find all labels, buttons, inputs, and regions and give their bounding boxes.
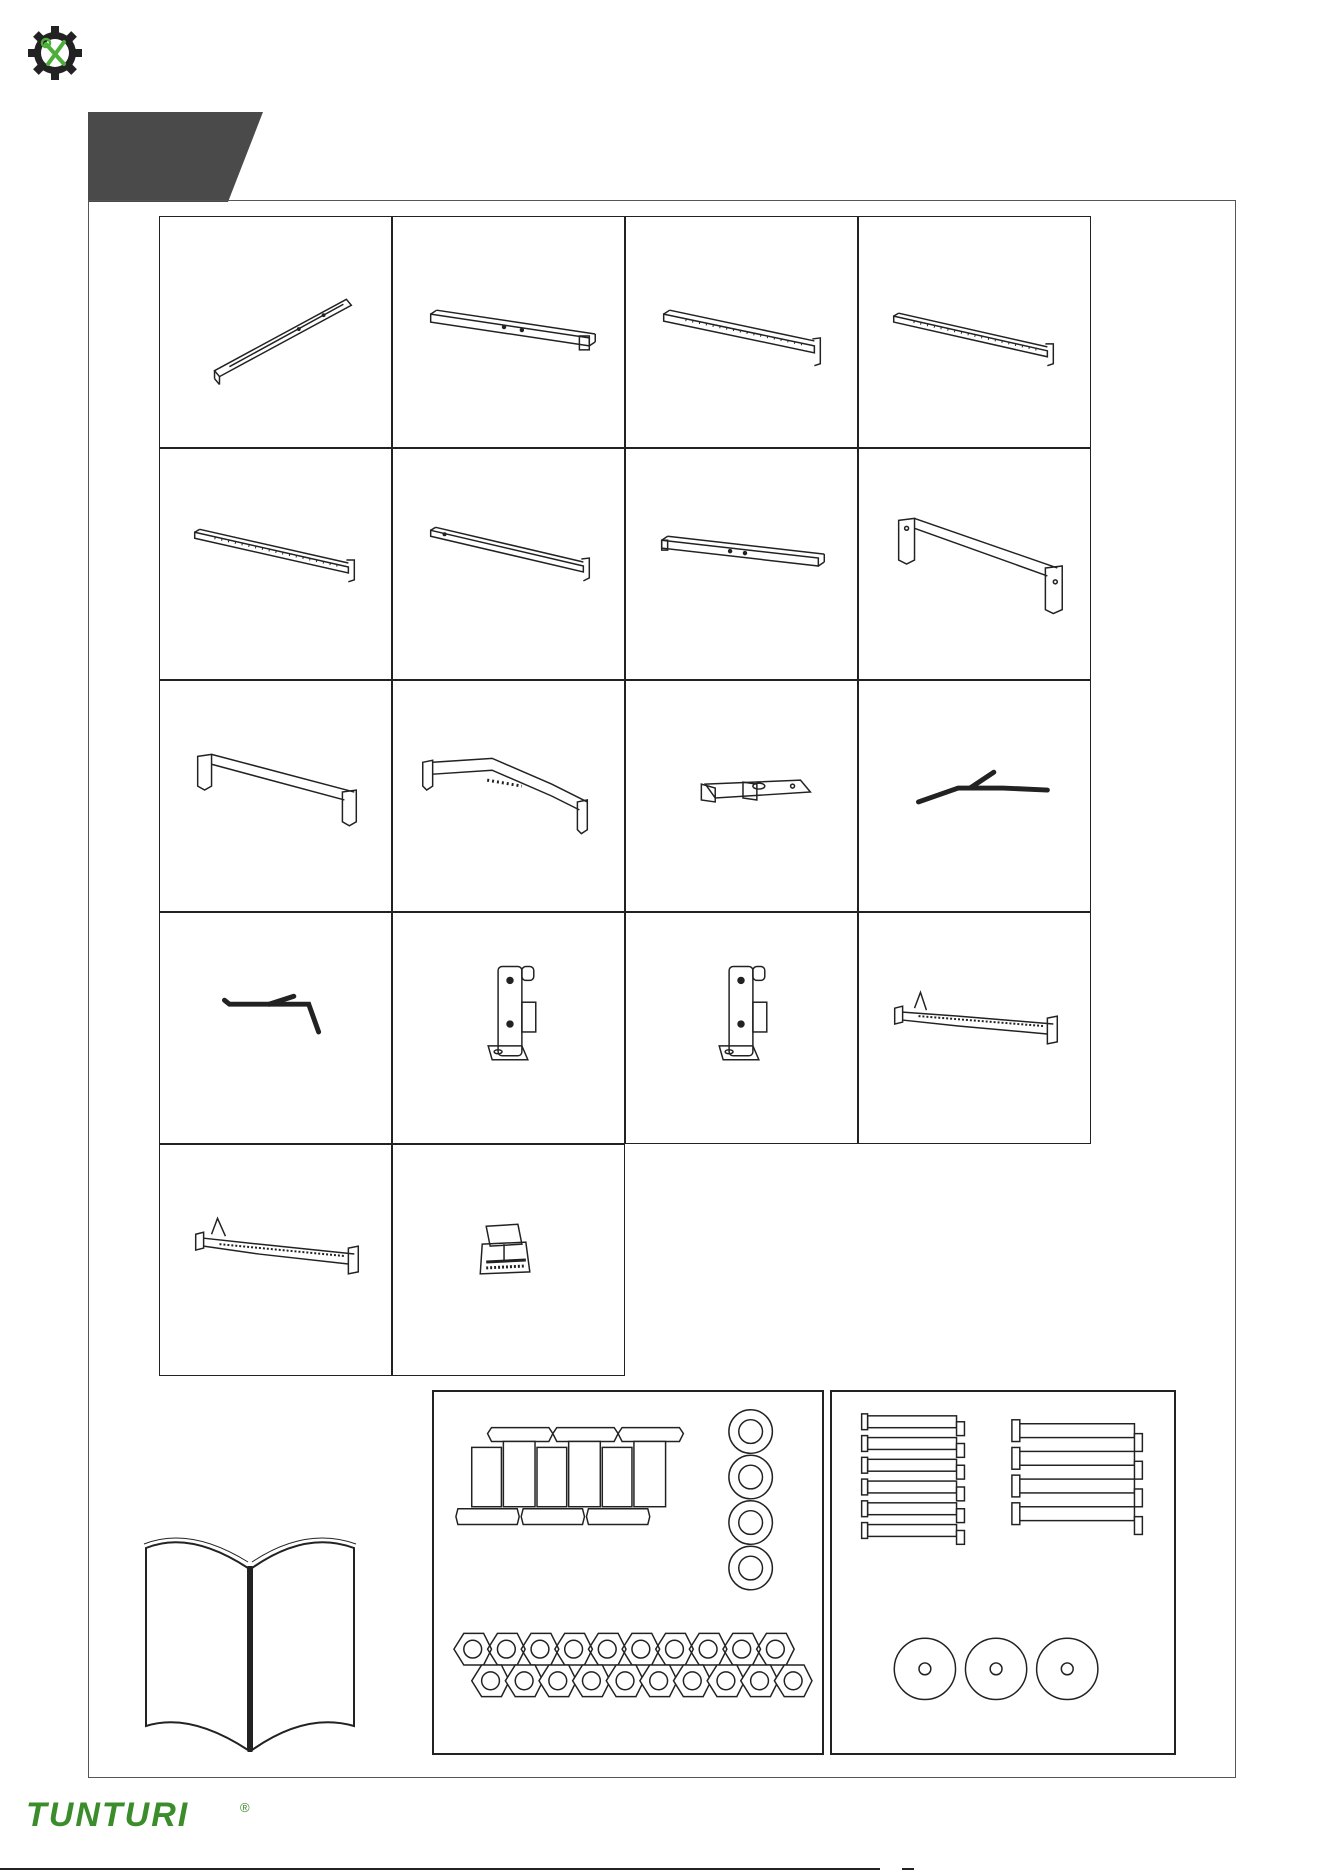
plate-hook-bracket-drawing	[626, 681, 857, 911]
registered-mark: ®	[240, 1800, 250, 1815]
bent-bar-handle-drawing	[859, 681, 1090, 911]
hardware-drawing	[434, 1392, 822, 1753]
bracket-crossbar-drawing	[160, 681, 391, 911]
part-cell	[858, 912, 1091, 1144]
part-cell	[625, 216, 858, 448]
hardware-kit-bolts-nuts	[432, 1390, 824, 1755]
part-cell	[858, 448, 1091, 680]
angled-beam-drawing	[626, 217, 857, 447]
part-cell	[858, 680, 1091, 912]
short-beam-drawing	[626, 449, 857, 679]
part-cell	[392, 912, 625, 1144]
parts-grid	[159, 216, 1089, 1376]
part-cell	[625, 448, 858, 680]
hardware-drawing	[832, 1392, 1174, 1753]
part-cell	[625, 680, 858, 912]
beam-with-holes-drawing	[393, 217, 624, 447]
reinforced-crossbar-drawing	[393, 681, 624, 911]
j-hook-drawing	[626, 913, 857, 1143]
bent-bar-handle-drawing	[160, 913, 391, 1143]
perforated-beam-drawing	[160, 449, 391, 679]
part-cell	[625, 912, 858, 1144]
part-cell	[159, 912, 392, 1144]
part-cell	[392, 680, 625, 912]
safety-rail-drawing	[160, 1145, 391, 1375]
j-hook-drawing	[393, 913, 624, 1143]
part-cell	[858, 216, 1091, 448]
part-cell	[159, 448, 392, 680]
footer-divider	[0, 1868, 880, 1870]
perforated-beam-drawing	[859, 217, 1090, 447]
part-cell	[392, 216, 625, 448]
part-cell	[392, 1144, 625, 1376]
safety-rail-drawing	[859, 913, 1090, 1143]
hardware-kit-pins-rings	[830, 1390, 1176, 1755]
part-cell	[159, 680, 392, 912]
part-cell	[392, 448, 625, 680]
gear-wrench-logo-icon	[26, 24, 84, 82]
brand-logo: TUNTURI	[26, 1796, 190, 1834]
beam-with-end-bracket-drawing	[393, 449, 624, 679]
part-cell	[159, 1144, 392, 1376]
bracket-crossbar-drawing	[859, 449, 1090, 679]
part-cell	[159, 216, 392, 448]
open-book-icon	[140, 1530, 360, 1756]
section-tab	[88, 112, 263, 202]
footer-dash	[902, 1868, 914, 1870]
straight-tube-drawing	[160, 217, 391, 447]
landmine-holder-drawing	[393, 1145, 624, 1375]
